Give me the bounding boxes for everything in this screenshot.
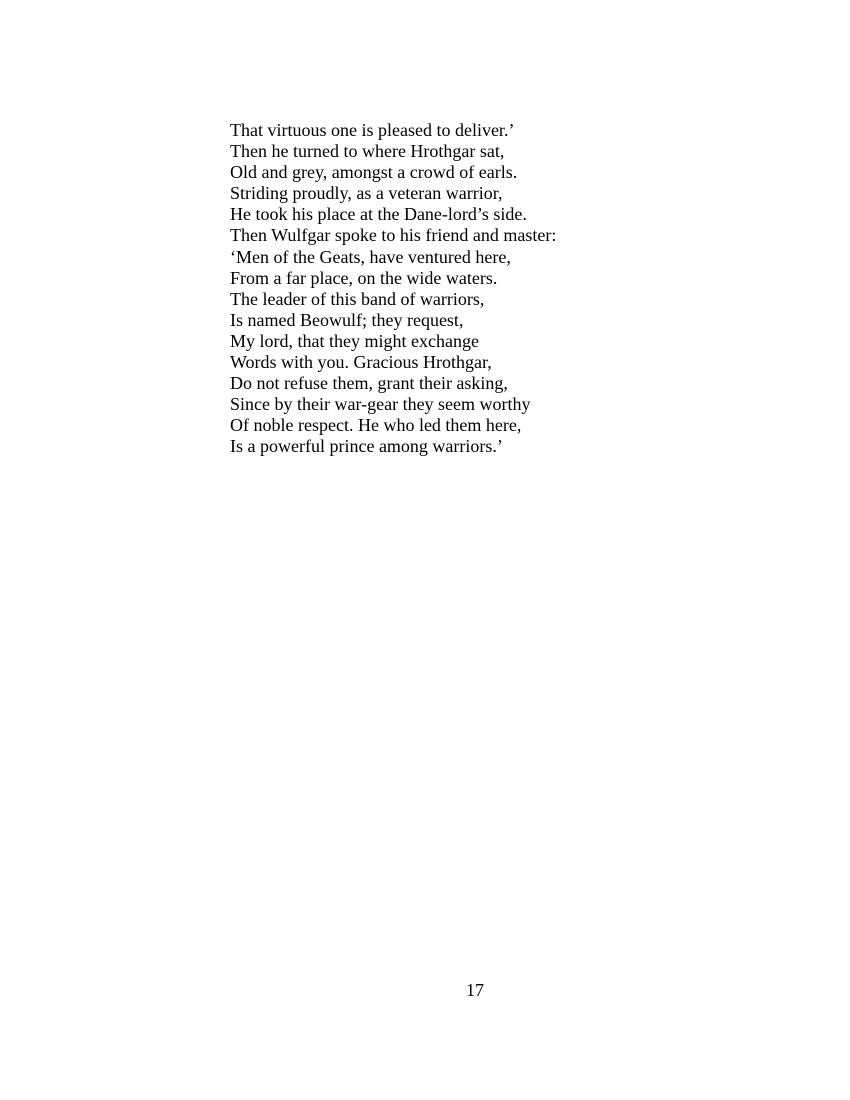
poem-line: Is a powerful prince among warriors.’	[230, 436, 503, 457]
poem-line: Do not refuse them, grant their asking,	[230, 373, 508, 394]
poem-line: Since by their war-gear they seem worthy	[230, 394, 531, 415]
page-number: 17	[466, 980, 484, 1000]
poem-line: Old and grey, amongst a crowd of earls.	[230, 162, 518, 183]
poem-line: That virtuous one is pleased to deliver.’	[230, 120, 515, 140]
poem-line: Then Wulfgar spoke to his friend and master:	[230, 225, 557, 246]
poem-line: My lord, that they might exchange	[230, 330, 479, 351]
poem-line: Of noble respect. He who led them here,	[230, 415, 522, 436]
poem-line: Then he turned to where Hrothgar sat,	[230, 141, 505, 162]
poem-line: Is named Beowulf; they request,	[230, 309, 464, 330]
poem-line: ‘Men of the Geats, have ventured here,	[230, 246, 511, 267]
poem-line: He took his place at the Dane-lord’s side.	[230, 204, 527, 225]
poem-line: Striding proudly, as a veteran warrior,	[230, 183, 503, 204]
poem-text-block	[230, 120, 790, 458]
poem-line: The leader of this band of warriors,	[230, 288, 485, 309]
poem-line: From a far place, on the wide waters.	[230, 267, 498, 288]
poem-line: Words with you. Gracious Hrothgar,	[230, 352, 492, 373]
